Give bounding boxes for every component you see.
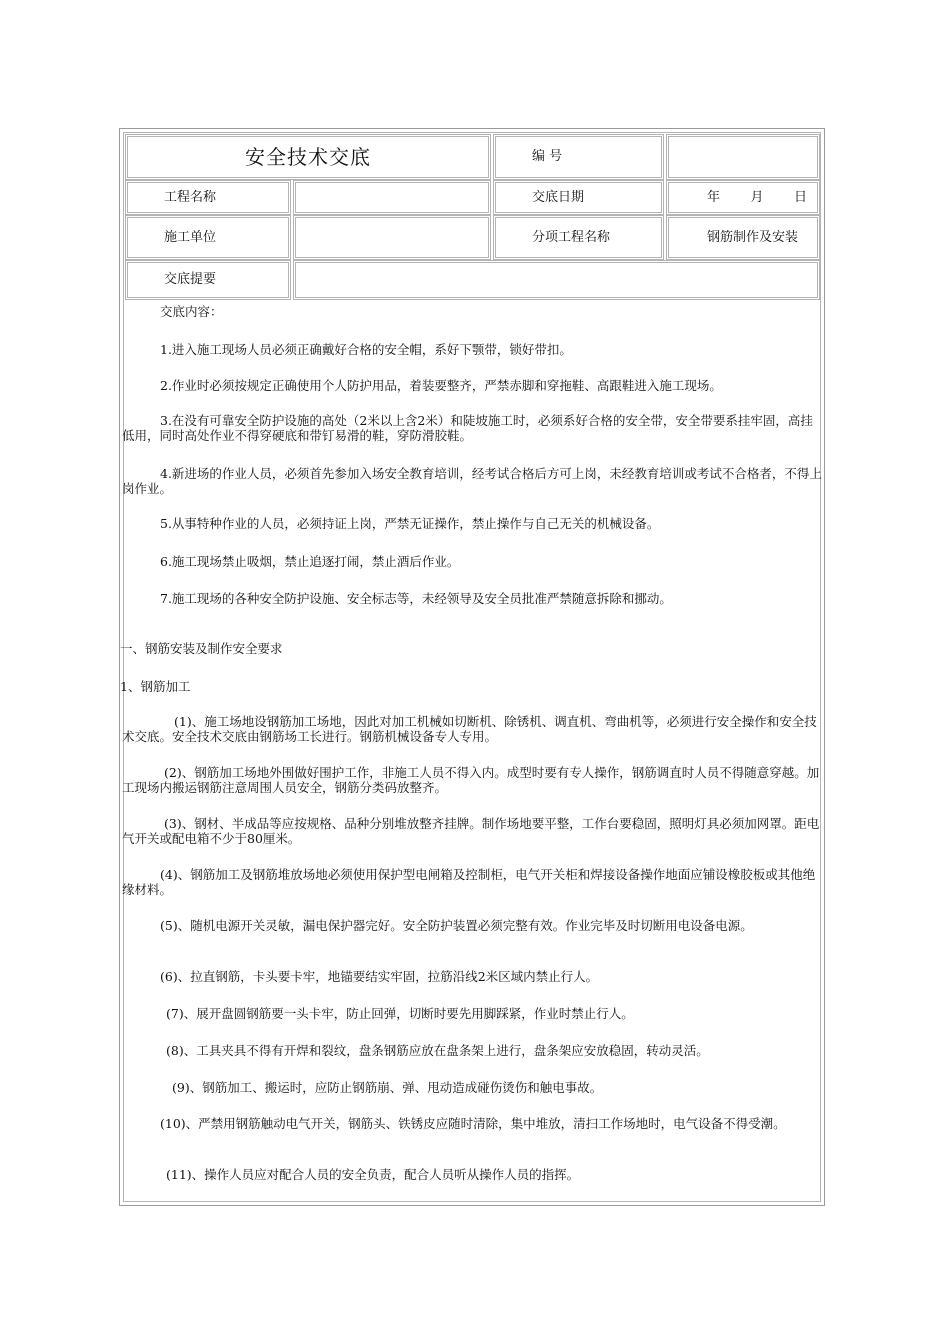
item-11: (11)、操作人员应对配合人员的安全负责，配合人员听从操作人员的指挥。 bbox=[166, 1167, 580, 1182]
summary-value bbox=[293, 260, 820, 300]
content-intro: 交底内容： bbox=[160, 304, 223, 319]
general-rule-1: 1.进入施工现场人员必须正确戴好合格的安全帽，系好下颚带，锁好带扣。 bbox=[160, 342, 572, 357]
date-value bbox=[666, 180, 820, 215]
number-value bbox=[666, 134, 820, 180]
date-day: 日 bbox=[793, 189, 807, 205]
subitem-label: 分项工程名称 bbox=[493, 215, 664, 260]
general-rule-5: 5.从事特种作业的人员，必须持证上岗，严禁无证操作，禁止操作与自己无关的机械设备。 bbox=[160, 516, 660, 531]
general-rule-4: 4.新进场的作业人员，必须首先参加入场安全教育培训，经考试合格后方可上岗，未经教育培训或考试不合格者，不得上岗作业。 bbox=[122, 466, 822, 496]
item-1: (1)、施工场地设钢筋加工场地，因此对加工机械如切断机、除锈机、调直机、弯曲机等，必须进行安全操作和安全技术交底。安全技术交底由钢筋场工长进行。钢筋机械设备专人专用。 bbox=[122, 714, 817, 744]
subitem-value: 钢筋制作及安装 bbox=[666, 215, 820, 260]
general-rule-2: 2.作业时必须按规定正确使用个人防护用品，着装要整齐，严禁赤脚和穿拖鞋、高跟鞋进入施工现场。 bbox=[160, 378, 722, 393]
summary-label: 交底提要 bbox=[125, 260, 291, 300]
item-5: (5)、随机电源开关灵敏，漏电保护器完好。安全防护装置必须完整有效。作业完毕及时切断用电设备电源。 bbox=[160, 918, 753, 933]
unit-label: 施工单位 bbox=[125, 215, 291, 260]
number-label: 编 号 bbox=[493, 134, 664, 180]
project-name-label: 工程名称 bbox=[125, 180, 291, 215]
general-rule-7: 7.施工现场的各种安全防护设施、安全标志等，未经领导及安全员批准严禁随意拆除和挪动。 bbox=[160, 591, 672, 606]
general-rule-3: 3.在没有可靠安全防护设施的高处（2米以上含2米）和陡坡施工时，必须系好合格的安全带，安全带要系挂牢固，高挂低用，同时高处作业不得穿硬底和带钉易滑的鞋，穿防滑胶鞋。 bbox=[122, 413, 813, 443]
item-7: (7)、展开盘圆钢筋要一头卡牢，防止回弹，切断时要先用脚踩紧，作业时禁止行人。 bbox=[166, 1006, 634, 1021]
general-rule-6: 6.施工现场禁止吸烟，禁止追逐打闹，禁止酒后作业。 bbox=[160, 554, 460, 569]
item-6: (6)、拉直钢筋，卡头要卡牢，地锚要结实牢固，拉筋沿线2米区域内禁止行人。 bbox=[160, 969, 599, 984]
form-title: 安全技术交底 bbox=[125, 134, 491, 180]
item-2: (2)、钢筋加工场地外围做好围护工作，非施工人员不得入内。成型时要有专人操作，钢筋调直时人员不得随意穿越。加工现场内搬运钢筋注意周围人员安全，钢筋分类码放整齐。 bbox=[122, 765, 820, 795]
date-month: 月 bbox=[750, 189, 764, 205]
project-name-value bbox=[293, 180, 491, 215]
date-year: 年 bbox=[707, 189, 721, 205]
unit-value bbox=[293, 215, 491, 260]
item-3: (3)、钢材、半成品等应按规格、品种分别堆放整齐挂牌。制作场地要平整，工作台要稳固，照明灯具必须加网罩。距电气开关或配电箱不少于80厘米。 bbox=[122, 816, 820, 846]
subsection-title: 1、钢筋加工 bbox=[120, 679, 191, 694]
section-title: 一、钢筋安装及制作安全要求 bbox=[120, 641, 283, 656]
item-8: (8)、工具夹具不得有开焊和裂纹，盘条钢筋应放在盘条架上进行，盘条架应安放稳固，转动灵活。 bbox=[166, 1043, 709, 1058]
item-10: (10)、严禁用钢筋触动电气开关，钢筋头、铁锈皮应随时清除，集中堆放，清扫工作场地时，电气设备不得受潮。 bbox=[160, 1116, 786, 1131]
item-4: (4)、钢筋加工及钢筋堆放场地必须使用保护型电闸箱及控制柜，电气开关柜和焊接设备操作地面应铺设橡胶板或其他绝缘材料。 bbox=[122, 867, 816, 897]
date-label: 交底日期 bbox=[493, 180, 664, 215]
item-9: (9)、钢筋加工、搬运时，应防止钢筋崩、弹、甩动造成碰伤烫伤和触电事故。 bbox=[172, 1080, 603, 1095]
